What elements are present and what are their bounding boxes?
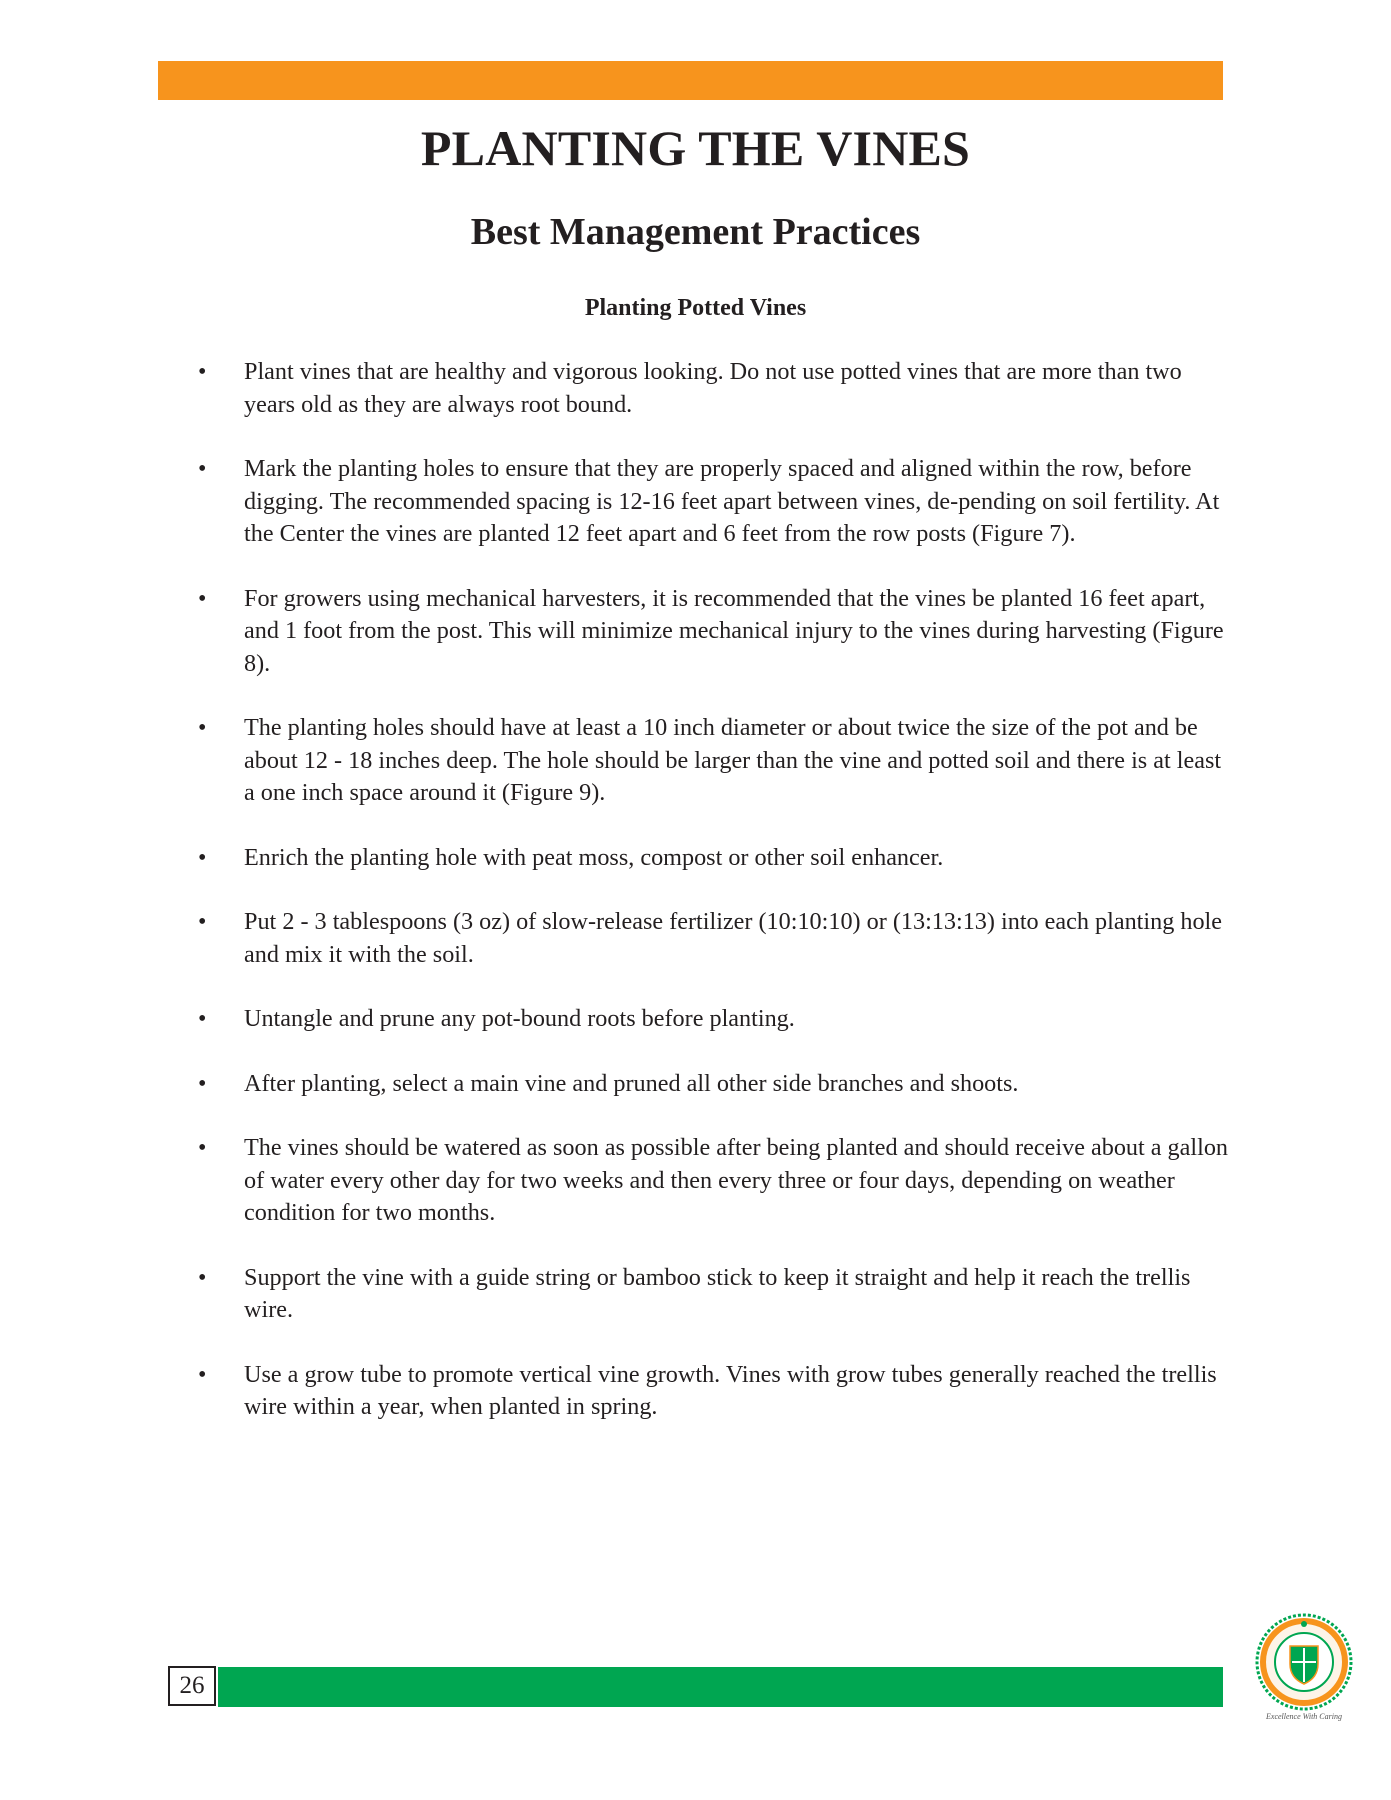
bullet-marker: •	[198, 1070, 207, 1097]
bullet-text: Plant vines that are healthy and vigorous looking. Do not use potted vines that are more than two years old as they are always root bound.	[244, 358, 1182, 418]
bullet-marker: •	[198, 585, 207, 612]
bullet-text: Use a grow tube to promote vertical vine growth. Vines with grow tubes generally reached the trellis wire within a year, when planted in spring.	[244, 1360, 1217, 1420]
bullet-text: Enrich the planting hole with peat moss, compost or other soil enhancer.	[244, 843, 944, 871]
university-seal-logo	[1254, 1612, 1354, 1712]
list-item	[198, 1262, 1228, 1327]
bullet-marker: •	[198, 715, 207, 741]
list-item	[198, 712, 1228, 810]
list-item	[198, 583, 1228, 681]
page-subtitle: Best Management Practices	[470, 211, 921, 253]
bullet-list	[198, 356, 1228, 1456]
bullet-text: The vines should be watered as soon as possible after being planted and should receive about a gallon of water every other day for two weeks and then every three or four days, depending on weather condition for two months.	[244, 1134, 1229, 1226]
bullet-marker: •	[198, 1361, 207, 1388]
bullet-marker: •	[198, 456, 207, 482]
bullet-text: Put 2 - 3 tablespoons (3 oz) of slow-release fertilizer (10:10:10) or (13:13:13) into each planting hole and mix it with the soil.	[244, 908, 1222, 968]
page-number: 26	[168, 1666, 216, 1706]
section-heading: Planting Potted Vines	[584, 295, 807, 321]
bullet-text: Mark the planting holes to ensure that they are properly spaced and aligned within the row, before digging. The recommended spacing is 12-16 feet apart between vines, de-pending on soil fertility. At the Center the vines are planted 12 feet apart and 6 feet from the row posts (Figure 7).	[244, 455, 1220, 547]
page-title: PLANTING THE VINES	[420, 120, 971, 176]
bullet-text: Untangle and prune any pot-bound roots before planting.	[244, 1005, 795, 1032]
list-item	[198, 1003, 1228, 1036]
bullet-text: The planting holes should have at least a 10 inch diameter or about twice the size of the pot and be about 12 - 18 inches deep. The hole should be larger than the vine and potted soil and there is at least a one inch space around it (Figure 9).	[244, 714, 1222, 806]
seal-tagline: Excellence With Caring	[1266, 1712, 1342, 1721]
bullet-marker: •	[198, 1135, 207, 1161]
list-item	[198, 1359, 1228, 1424]
list-item	[198, 906, 1228, 971]
bullet-marker: •	[198, 1006, 207, 1032]
bullet-marker: •	[198, 1264, 207, 1291]
list-item	[198, 1068, 1228, 1101]
top-accent-bar	[158, 61, 1223, 100]
list-item	[198, 453, 1228, 551]
list-item	[198, 1132, 1228, 1230]
bullet-text: After planting, select a main vine and pruned all other side branches and shoots.	[244, 1069, 1019, 1097]
bottom-accent-bar	[218, 1667, 1223, 1707]
bullet-marker: •	[198, 844, 207, 871]
bullet-text: Support the vine with a guide string or bamboo stick to keep it straight and help it reach the trellis wire.	[244, 1263, 1191, 1323]
bullet-marker: •	[198, 909, 207, 935]
torch-icon	[1301, 1621, 1307, 1627]
list-item	[198, 356, 1228, 421]
list-item	[198, 842, 1228, 875]
bullet-text: For growers using mechanical harvesters, it is recommended that the vines be planted 16 feet apart, and 1 foot from the post. This will minimize mechanical injury to the vines during harvesting (Figure 8).	[244, 584, 1224, 677]
bullet-marker: •	[198, 359, 207, 385]
